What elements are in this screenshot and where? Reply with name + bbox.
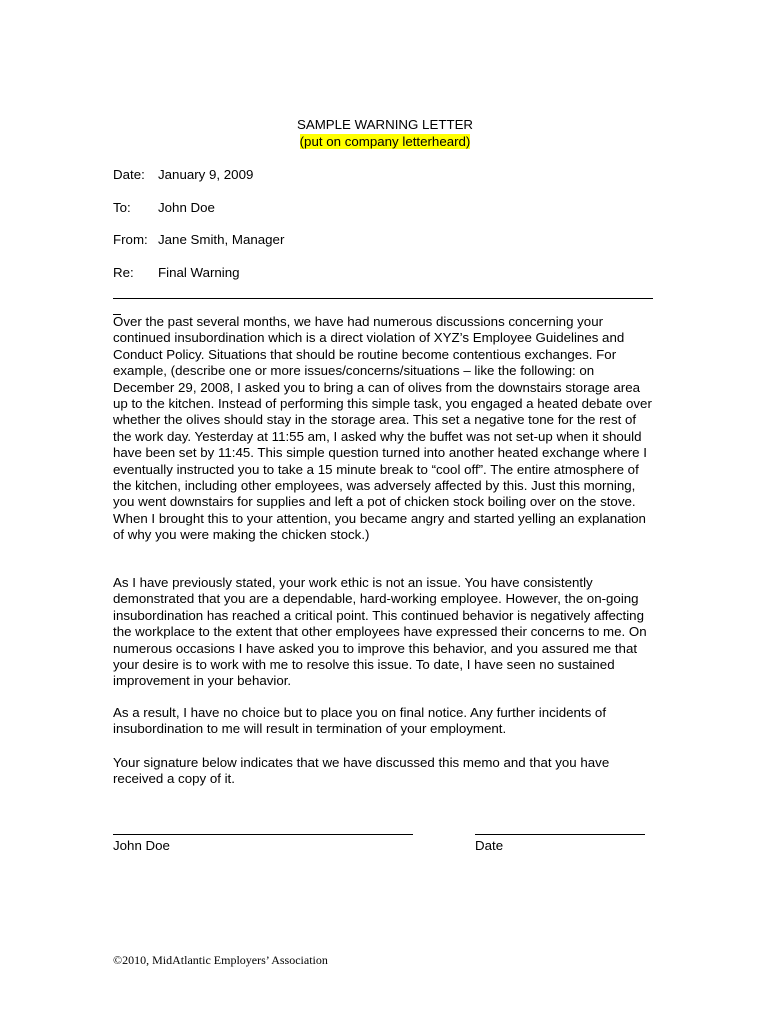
highlighted-note: (put on company letterheard) — [299, 134, 471, 149]
employee-signature-line — [113, 834, 413, 835]
from-label: From: — [113, 232, 148, 247]
paragraph-2: As I have previously stated, your work ethic is not an issue. You have consistently demonstrated that you are a dependable, hard-working employee. However, the on-going insubordination has reached a critical point. This continued behavior is negatively affecting the workplace to the extent that other employees have expressed their concerns to me. On numerous occasions I have asked you to improve this behavior, and you assured me that your desire is to work with me to resolve this issue. To date, I have seen no sustained improvement in your behavior. — [113, 575, 647, 689]
employee-signature-label: John Doe — [113, 838, 170, 853]
paragraph-1: Over the past several months, we have had numerous discussions concerning your continued insubordination which is a direct violation of XYZ’s Employee Guidelines and Conduct Policy. Situations that should be routine become contentious exchanges. For example, (describe one or more issues/concerns/situations – like the following: on December 29, 2008, I asked you to bring a can of olives from the downstairs storage area up to the kitchen. Instead of performing this simple task, you engaged a heated debate over whether the olives should stay in the storage area. This set a negative tone for the rest of the work day. Yesterday at 11:55 am, I asked why the buffet was not set-up when it should have been set by 11:45. This simple question turned into another heated exchange where I eventually instructed you to take a 15 minute break to “cool off”. The entire atmosphere of the kitchen, including other employees, was adversely affected by this. Just this morning, you went downstairs for supplies and left a pot of chicken stock boiling over on the stove. When I brought this to your attention, you became angry and started yelling an explanation of why you were making the chicken stock.) — [113, 314, 652, 543]
header-divider — [113, 298, 653, 299]
re-label: Re: — [113, 265, 134, 280]
to-value: John Doe — [158, 200, 215, 215]
letter-title: SAMPLE WARNING LETTER — [296, 117, 474, 132]
from-line — [113, 231, 284, 248]
paragraph-3: As a result, I have no choice but to place you on final notice. Any further incidents of insubordination to me will result in termination of your employment. — [113, 705, 607, 737]
from-value: Jane Smith, Manager — [158, 232, 285, 247]
re-line — [113, 264, 240, 281]
date-signature-line — [475, 834, 645, 835]
to-line — [113, 199, 215, 216]
date-label: Date: — [113, 167, 145, 182]
copyright-footer: ©2010, MidAtlantic Employers’ Association — [113, 953, 328, 967]
paragraph-4: Your signature below indicates that we have discussed this memo and that you have received a copy of it. — [113, 755, 610, 787]
date-signature-label: Date — [475, 838, 504, 853]
letterhead-note — [0, 133, 770, 150]
to-label: To: — [113, 200, 131, 215]
date-line — [113, 166, 253, 183]
re-value: Final Warning — [158, 265, 240, 280]
date-value: January 9, 2009 — [158, 167, 254, 182]
